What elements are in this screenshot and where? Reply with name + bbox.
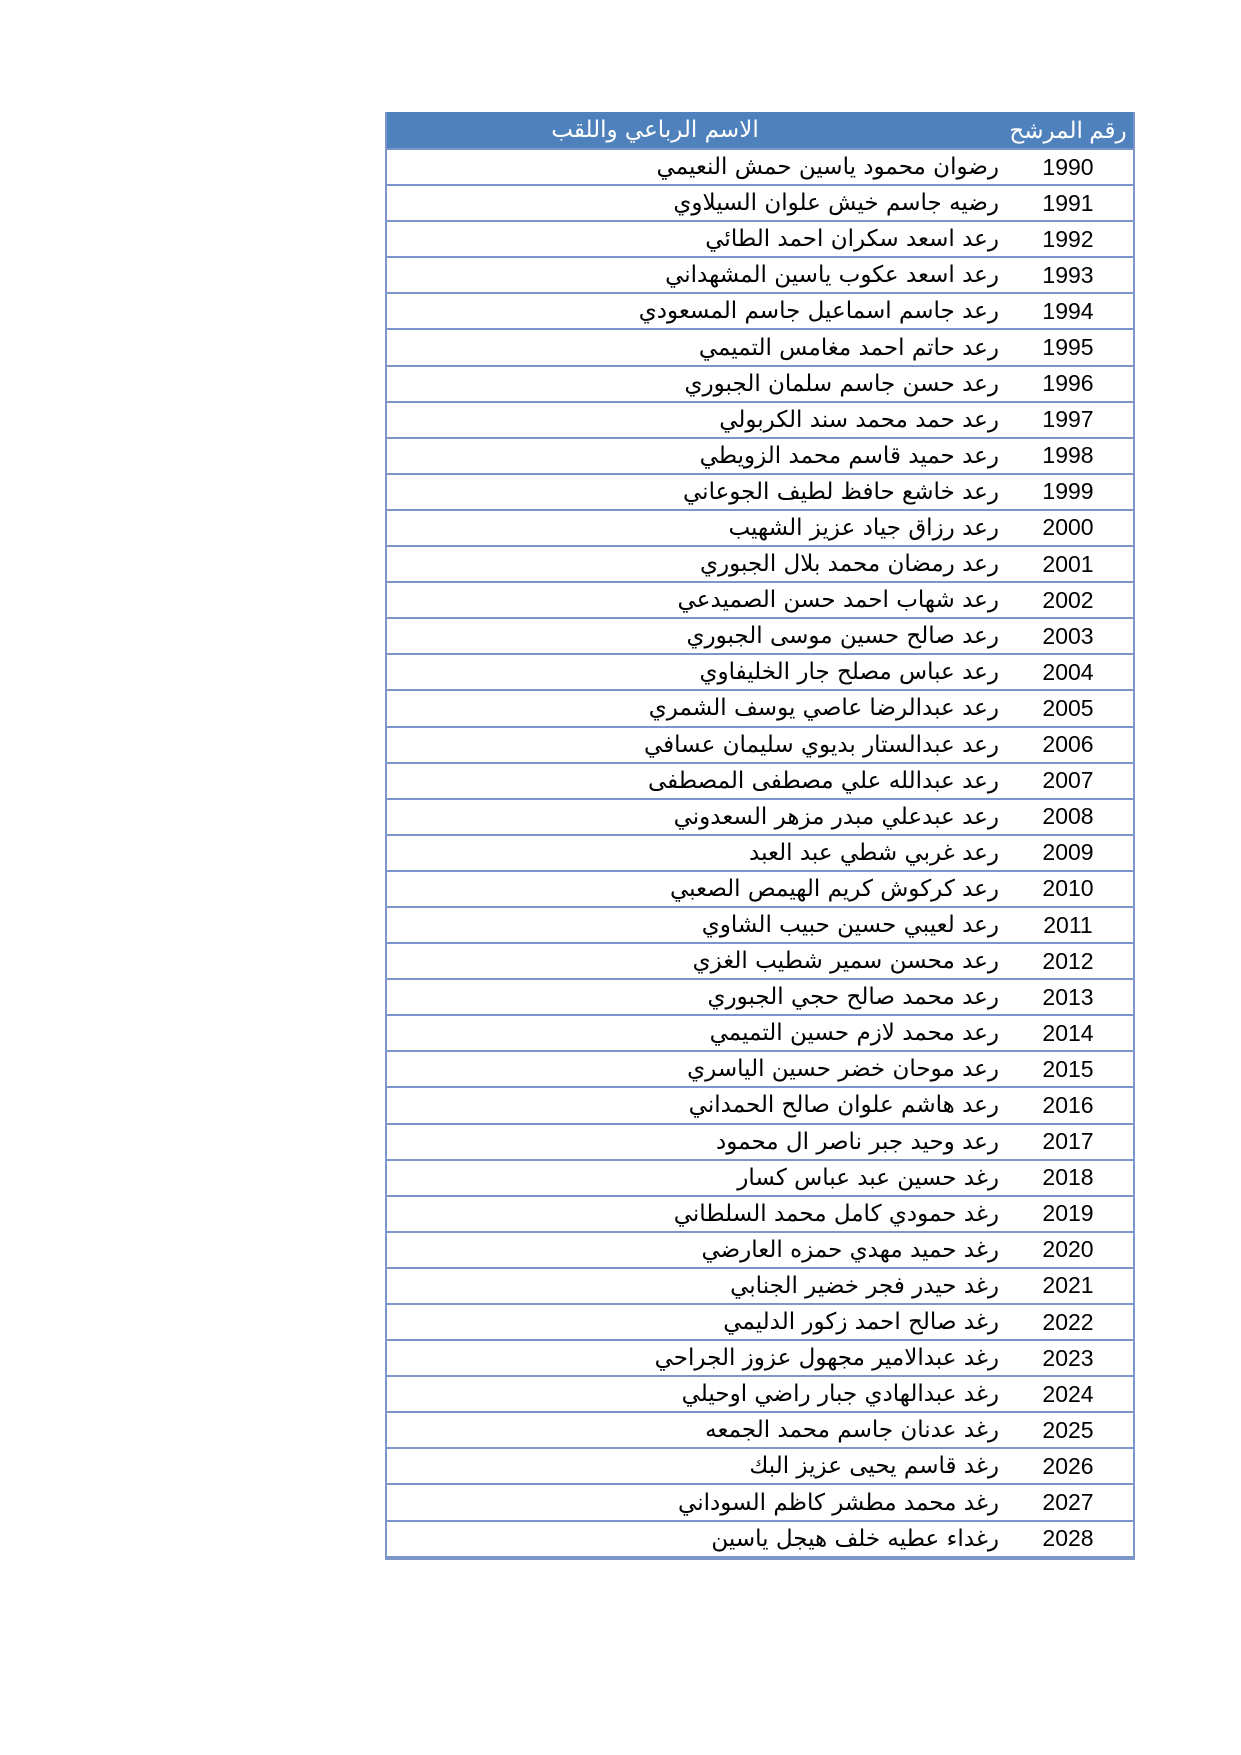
candidate-name: رعد هاشم علوان صالح الحمداني — [688, 1092, 999, 1119]
table-row — [387, 619, 1133, 655]
candidate-name: رعد جاسم اسماعيل جاسم المسعودي — [638, 298, 999, 325]
candidate-number: 2027 — [1042, 1489, 1094, 1516]
table-row — [387, 511, 1133, 547]
candidate-name: رغد حميد مهدي حمزه العارضي — [701, 1236, 999, 1263]
candidate-name: رعد اسعد سكران احمد الطائي — [705, 226, 999, 253]
table-row — [387, 1197, 1133, 1233]
candidate-name: رعد غربي شطي عبد العبد — [749, 839, 999, 866]
table-row — [387, 1016, 1133, 1052]
candidate-number: 2009 — [1042, 839, 1094, 866]
candidate-name: رضيه جاسم خيش علوان السيلاوي — [673, 190, 999, 217]
candidate-number: 1996 — [1042, 370, 1094, 397]
candidate-name: رعد محمد لازم حسين التميمي — [709, 1020, 999, 1047]
candidate-number: 2018 — [1042, 1164, 1094, 1191]
table-row — [387, 1485, 1133, 1521]
candidate-number: 2025 — [1042, 1416, 1094, 1443]
table-row — [387, 1088, 1133, 1124]
table-row — [387, 1233, 1133, 1269]
candidate-number: 1997 — [1042, 406, 1094, 433]
candidate-name: رعد لعيبي حسين حبيب الشاوي — [701, 912, 999, 939]
header-candidate-number: رقم المرشح — [1009, 116, 1127, 143]
candidate-name: رغداء عطيه خلف هيجل ياسين — [711, 1525, 999, 1552]
table-row — [387, 1413, 1133, 1449]
candidate-number: 1993 — [1042, 261, 1094, 288]
table-row — [387, 1125, 1133, 1161]
candidate-number: 2005 — [1042, 694, 1094, 721]
candidate-number: 1992 — [1042, 225, 1094, 252]
table-row — [387, 583, 1133, 619]
table-row — [387, 294, 1133, 330]
candidate-name: رعد عبدعلي مبدر مزهر السعدوني — [673, 803, 999, 830]
table-row — [387, 1269, 1133, 1305]
candidate-name: رعد عبدالستار بديوي سليمان عسافي — [643, 731, 999, 758]
candidate-name: رعد وحيد جبر ناصر ال محمود — [716, 1128, 999, 1155]
table-row — [387, 403, 1133, 439]
candidate-number: 2011 — [1043, 911, 1093, 938]
candidate-name: رعد شهاب احمد حسن الصميدعي — [677, 587, 999, 614]
table-row — [387, 1449, 1133, 1485]
candidate-number: 1999 — [1042, 478, 1094, 505]
candidate-name: رعد موحان خضر حسين الياسري — [687, 1056, 999, 1083]
table-row — [387, 1377, 1133, 1413]
table-row — [387, 258, 1133, 294]
candidate-number: 1990 — [1042, 153, 1094, 180]
header-full-name: الاسم الرباعي واللقب — [551, 117, 759, 143]
candidate-number: 2014 — [1042, 1019, 1094, 1046]
table-row — [387, 439, 1133, 475]
table-row — [387, 980, 1133, 1016]
candidate-number: 2007 — [1042, 767, 1094, 794]
table-row — [387, 872, 1133, 908]
candidate-name: رعد خاشع حافظ لطيف الجوعاني — [683, 478, 999, 505]
candidate-number: 2000 — [1042, 514, 1094, 541]
candidate-name: رعد عبدالله علي مصطفى المصطفى — [648, 767, 999, 794]
candidate-number: 2017 — [1042, 1128, 1094, 1155]
candidate-number: 2001 — [1042, 550, 1094, 577]
candidate-name: رعد صالح حسين موسى الجبوري — [686, 623, 999, 650]
candidate-number: 2002 — [1042, 586, 1094, 613]
candidate-number: 2003 — [1042, 622, 1094, 649]
candidate-name: رعد حمد محمد سند الكربولي — [719, 406, 999, 433]
table-row — [387, 547, 1133, 583]
table-row — [387, 150, 1133, 186]
candidate-name: رعد عباس مصلح جار الخليفاوي — [699, 659, 999, 686]
candidate-number: 2020 — [1042, 1236, 1094, 1263]
candidate-name: رعد كركوش كريم الهيمص الصعبي — [669, 875, 999, 902]
candidate-number: 2006 — [1042, 731, 1094, 758]
candidate-name: رعد محمد صالح حجي الجبوري — [707, 984, 999, 1011]
table-row — [387, 1052, 1133, 1088]
candidate-number: 2004 — [1042, 658, 1094, 685]
candidate-name: رعد رزاق جياد عزيز الشهيب — [728, 514, 999, 541]
candidate-name: رعد حاتم احمد مغامس التميمي — [698, 334, 999, 361]
candidate-number: 2013 — [1042, 983, 1094, 1010]
candidate-name: رعد محسن سمير شطيب الغزي — [692, 948, 999, 975]
table-row — [387, 691, 1133, 727]
table-row — [387, 186, 1133, 222]
candidate-name: رغد عبدالهادي جبار راضي اوحيلي — [681, 1381, 999, 1408]
table-row — [387, 908, 1133, 944]
candidate-number: 2008 — [1042, 803, 1094, 830]
candidate-name: رعد عبدالرضا عاصي يوسف الشمري — [648, 695, 999, 722]
table-row — [387, 1305, 1133, 1341]
candidate-name: رعد رمضان محمد بلال الجبوري — [700, 551, 999, 578]
candidate-number: 2012 — [1042, 947, 1094, 974]
table-row — [387, 1522, 1133, 1558]
table-row — [387, 655, 1133, 691]
candidate-number: 2016 — [1042, 1091, 1094, 1118]
candidate-number: 1998 — [1042, 442, 1094, 469]
table-row — [387, 800, 1133, 836]
candidate-name: رغد محمد مطشر كاظم السوداني — [678, 1489, 999, 1516]
candidate-name: رعد حسن جاسم سلمان الجبوري — [684, 370, 999, 397]
candidate-name: رعد اسعد عكوب ياسين المشهداني — [665, 262, 999, 289]
candidate-number: 1991 — [1042, 189, 1094, 216]
candidate-number: 2028 — [1042, 1525, 1094, 1552]
table-row — [387, 1161, 1133, 1197]
candidate-table — [385, 112, 1135, 1560]
candidate-number: 2010 — [1042, 875, 1094, 902]
candidate-name: رغد حسين عبد عباس كسار — [737, 1164, 999, 1191]
candidate-name: رضوان محمود ياسين حمش النعيمي — [656, 154, 999, 181]
table-body — [387, 150, 1133, 1558]
candidate-number: 2026 — [1042, 1452, 1094, 1479]
candidate-name: رغد قاسم يحيى عزيز البك — [749, 1453, 999, 1480]
candidate-number: 2022 — [1042, 1308, 1094, 1335]
candidate-number: 1995 — [1042, 334, 1094, 361]
candidate-number: 2019 — [1042, 1200, 1094, 1227]
candidate-number: 1994 — [1042, 297, 1094, 324]
table-row — [387, 222, 1133, 258]
candidate-name: رغد عبدالامير مجهول عزوز الجراحي — [654, 1345, 999, 1372]
candidate-name: رغد حمودي كامل محمد السلطاني — [673, 1200, 999, 1227]
table-row — [387, 330, 1133, 366]
candidate-number: 2024 — [1042, 1380, 1094, 1407]
table-row — [387, 1341, 1133, 1377]
table-row — [387, 764, 1133, 800]
table-row — [387, 367, 1133, 403]
candidate-name: رغد صالح احمد زكور الدليمي — [723, 1309, 999, 1336]
table-row — [387, 944, 1133, 980]
table-header-row — [387, 112, 1133, 150]
table-row — [387, 475, 1133, 511]
candidate-number: 2023 — [1042, 1344, 1094, 1371]
table-row — [387, 836, 1133, 872]
candidate-number: 2015 — [1042, 1055, 1094, 1082]
candidate-name: رعد حميد قاسم محمد الزويطي — [699, 442, 999, 469]
table-row — [387, 728, 1133, 764]
candidate-name: رغد عدنان جاسم محمد الجمعه — [705, 1417, 999, 1444]
candidate-number: 2021 — [1042, 1272, 1094, 1299]
candidate-name: رغد حيدر فجر خضير الجنابي — [730, 1272, 999, 1299]
